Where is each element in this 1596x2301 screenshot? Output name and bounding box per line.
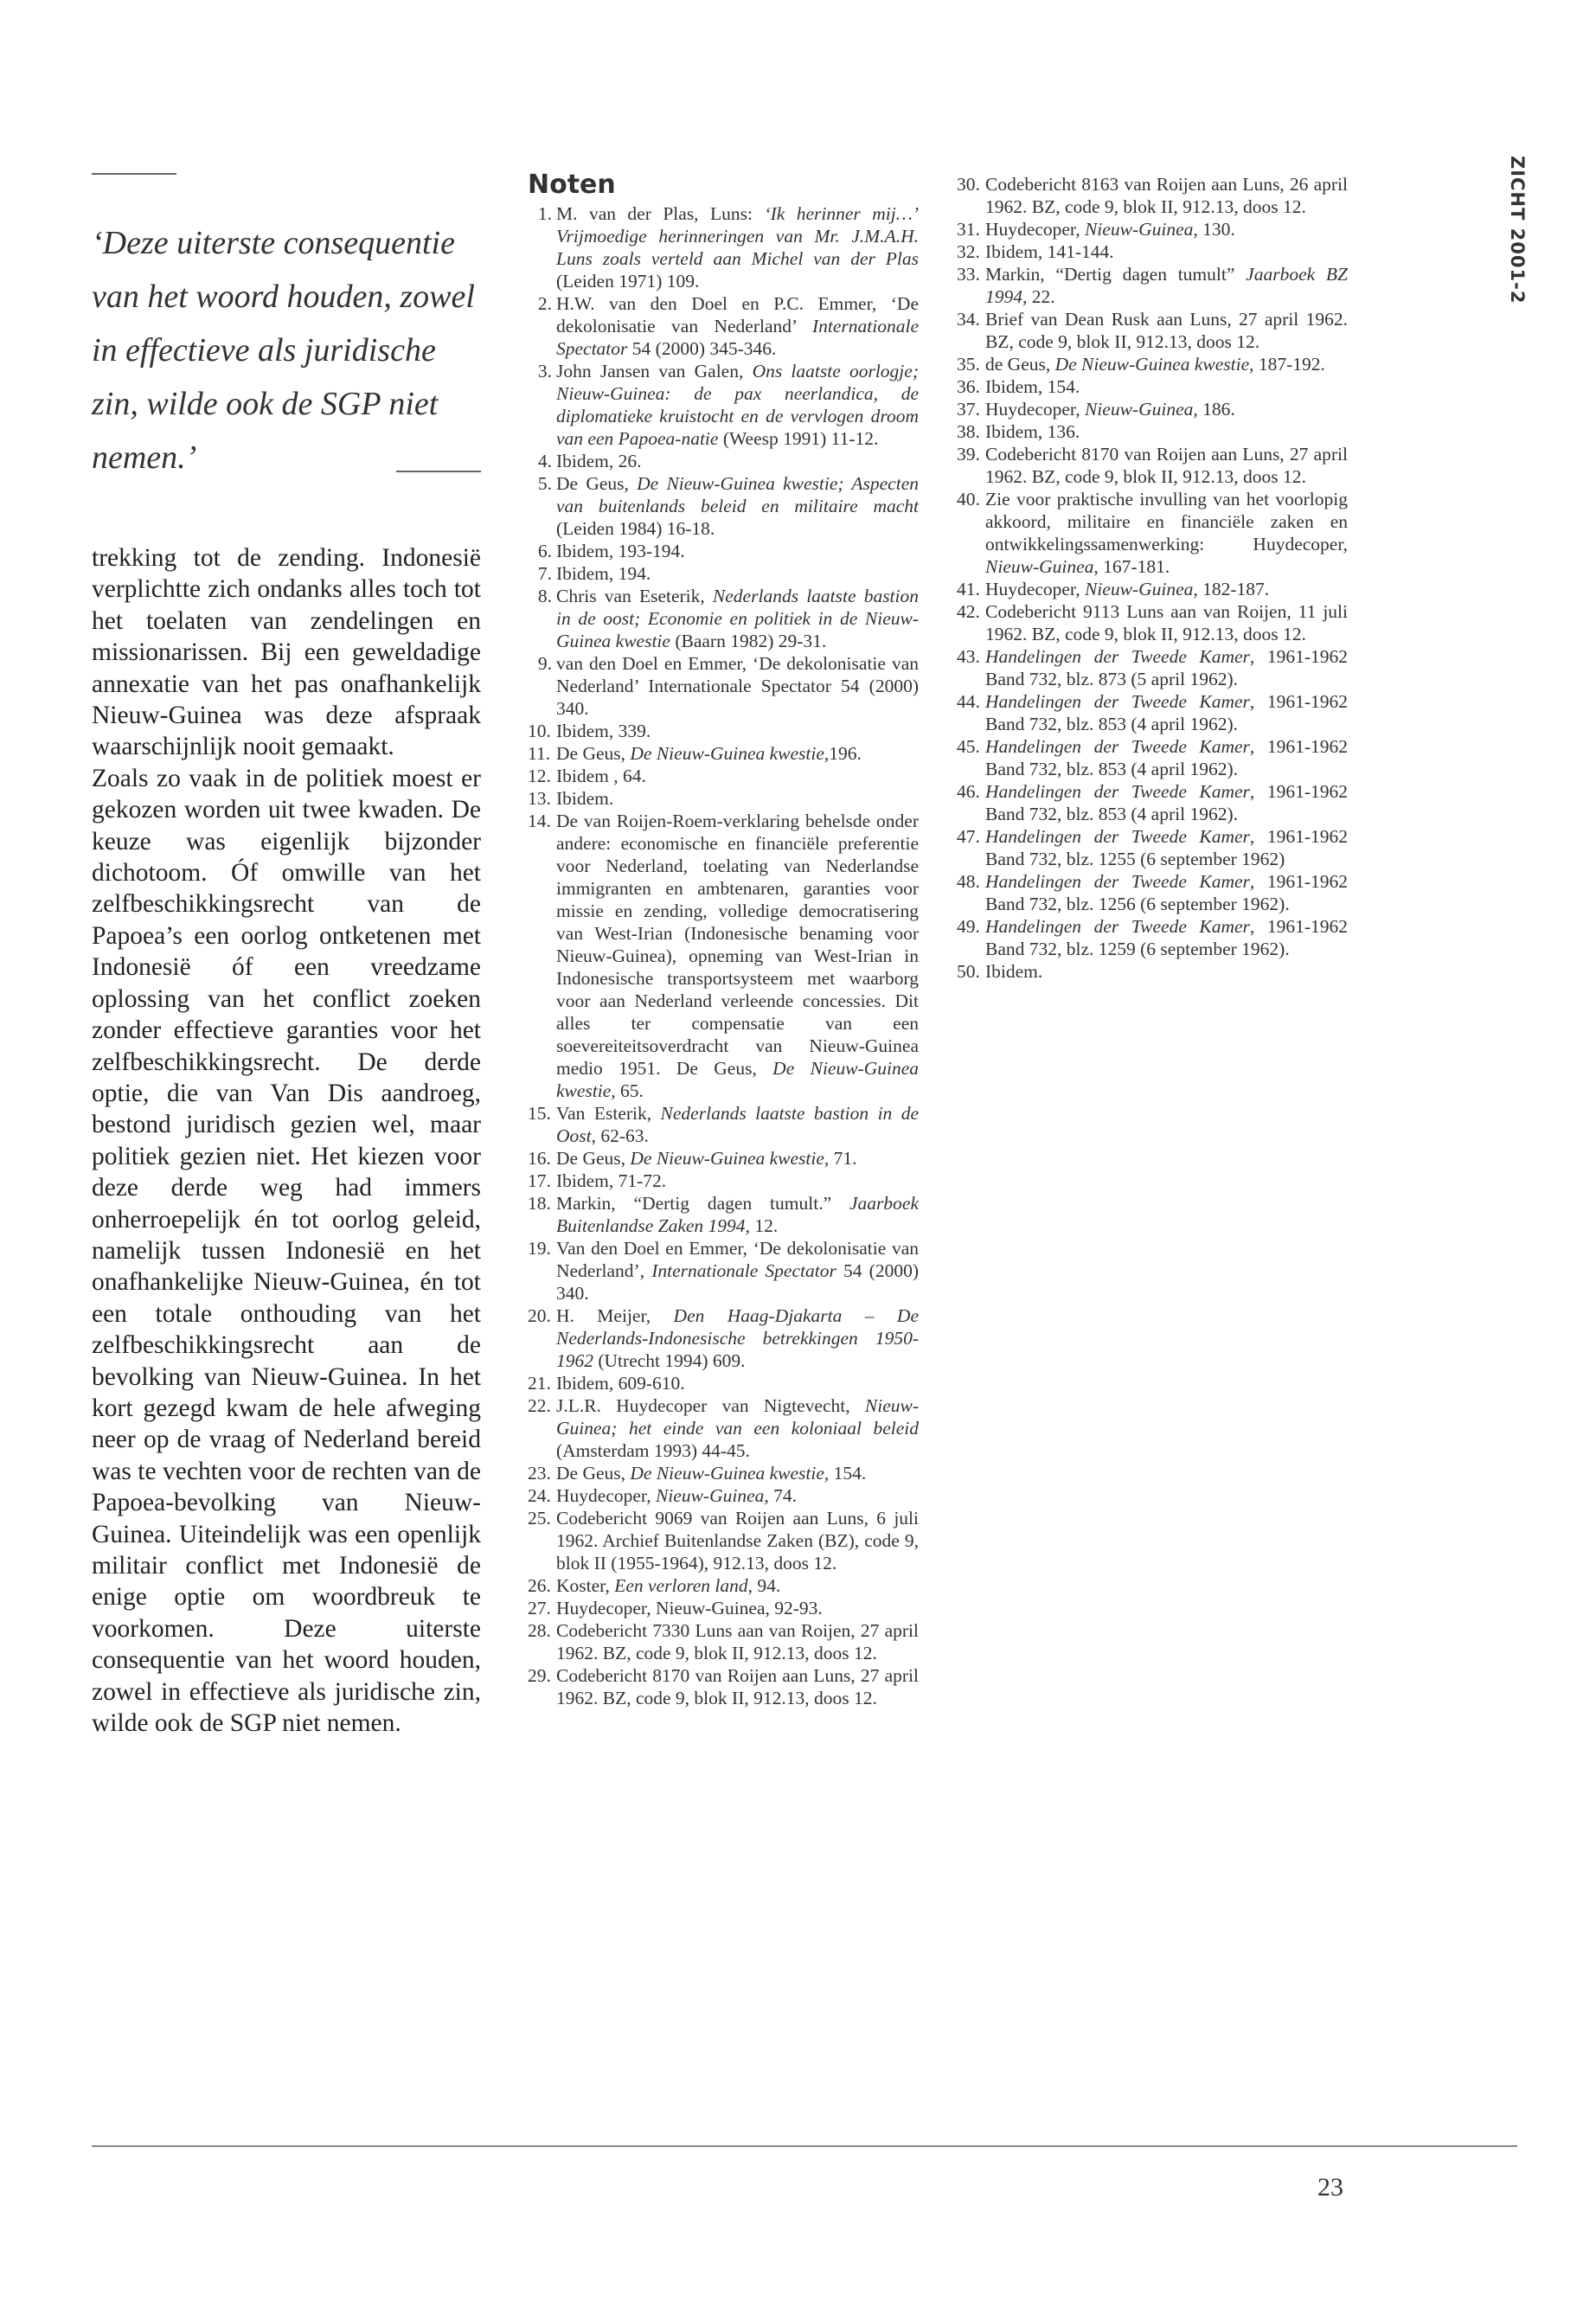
note-text: De Geus, (556, 473, 638, 494)
note-text: , 167-181. (1093, 556, 1170, 577)
note-number: 35. (957, 354, 980, 375)
note-item (528, 1304, 919, 1372)
note-number: 41. (957, 579, 980, 599)
note-item (528, 472, 919, 540)
note-item (528, 1192, 919, 1237)
note-text: Ibidem, 26. (556, 451, 642, 471)
note-text: Markin, “Dertig dagen tumult” (985, 264, 1247, 285)
note-text: De Geus, (556, 1148, 631, 1169)
note-item (957, 915, 1348, 960)
note-text: Huydecoper, (985, 399, 1085, 420)
note-item (957, 645, 1348, 690)
body-text-column (92, 542, 481, 1739)
note-title-italic: De Nieuw-Guinea kwestie (630, 743, 824, 764)
note-text: Brief van Dean Rusk aan Luns, 27 april 1962. BZ, code 9, blok II, 912.13, doos 12. (985, 309, 1348, 352)
note-title-italic: Internationale Spectator (556, 316, 919, 359)
note-item (957, 218, 1348, 240)
note-title-italic: Handelingen der Tweede Kamer (985, 781, 1250, 802)
note-text: , 1961-1962 Band 732, blz. 873 (5 april 1962). (985, 646, 1348, 689)
note-number: 18. (528, 1193, 551, 1214)
note-item (528, 450, 919, 472)
note-title-italic: Handelingen der Tweede Kamer (985, 871, 1250, 892)
note-number: 47. (957, 826, 980, 847)
note-number: 10. (528, 721, 551, 741)
note-number: 49. (957, 916, 980, 937)
note-item (957, 825, 1348, 870)
note-text: de Geus, (985, 354, 1055, 375)
note-item (957, 420, 1348, 443)
note-item (528, 585, 919, 652)
note-text: 54 (2000) 340. (556, 1260, 919, 1304)
note-text: , 1961-1962 Band 732, blz. 1259 (6 september 1962). (985, 916, 1348, 959)
note-text: , 130. (1193, 219, 1235, 240)
note-number: 19. (528, 1238, 551, 1259)
note-text: , 1961-1962 Band 732, blz. 1256 (6 september 1962). (985, 871, 1348, 914)
note-text: Ibidem, 339. (556, 721, 651, 741)
note-title-italic: Nieuw-Guinea; het einde van een koloniaal beleid (556, 1395, 919, 1439)
note-text: , 74. (764, 1485, 797, 1506)
notes-column-1 (528, 170, 919, 1709)
note-item (528, 292, 919, 360)
note-item (957, 600, 1348, 645)
note-title-italic: Den Haag-Djakarta – De Nederlands-Indonesische betrekkingen 1950-1962 (556, 1305, 919, 1371)
note-number: 9. (537, 653, 552, 674)
note-item (528, 1102, 919, 1147)
note-title-italic: De Nieuw-Guinea kwestie (1054, 354, 1250, 375)
note-text: Markin, “Dertig dagen tumult.” (556, 1193, 849, 1214)
note-text: Codebericht 9069 van Roijen aan Luns, 6 juli 1962. Archief Buitenlandse Zaken (BZ), code 9, blok II (1955-1964), 912.13, doos 12. (556, 1508, 919, 1574)
note-title-italic: Een verloren land (614, 1575, 748, 1596)
note-number: 27. (528, 1598, 551, 1618)
note-text: , 186. (1193, 399, 1235, 420)
note-text: Codebericht 8170 van Roijen aan Luns, 27 april 1962. BZ, code 9, blok II, 912.13, doos 12. (556, 1665, 919, 1708)
note-number: 11. (528, 743, 551, 764)
note-item (528, 1394, 919, 1462)
note-text: , 1961-1962 Band 732, blz. 853 (4 april 1962). (985, 691, 1348, 734)
note-text: (Amsterdam 1993) 44-45. (556, 1440, 750, 1461)
note-text: H. Meijer, (556, 1305, 674, 1326)
note-text: Ibidem, 193-194. (556, 541, 685, 561)
note-text: Codebericht 8163 van Roijen aan Luns, 26 april 1962. BZ, code 9, blok II, 912.13, doos 12. (985, 174, 1348, 217)
note-text: , 182-187. (1193, 579, 1270, 599)
note-text: van den Doel en Emmer, ‘De dekolonisatie van Nederland’ Internationale Spectator 54 (2000) 340. (556, 653, 919, 719)
note-text: , 62-63. (591, 1125, 649, 1146)
note-number: 16. (528, 1148, 551, 1169)
note-title-italic: Nieuw-Guinea (985, 556, 1094, 577)
note-item (528, 540, 919, 562)
note-item (957, 443, 1348, 488)
note-title-italic: De Nieuw-Guinea kwestie; Aspecten van buitenlands beleid en militaire macht (556, 473, 919, 516)
note-text: (Leiden 1984) 16-18. (556, 518, 715, 539)
note-item (957, 488, 1348, 578)
note-title-italic: Nieuw-Guinea (1084, 399, 1194, 420)
body-paragraph: Zoals zo vaak in de politiek moest er gekozen worden uit twee kwaden. De keuze was eigenlijk bijzonder dichotoom. Óf omwille van het zelfbeschikkingsrecht van de Papoea’s een oorlog ontketenen met Indonesië óf een vreedzame oplossing van het conflict zoeken zonder effectieve garanties voor het zelfbeschikkingsrecht. De derde optie, die van Van Dis aandroeg, bestond juridisch gezien wel, maar politiek gezien niet. Het kiezen voor deze derde weg had immers onherroepelijk én tot oorlog geleid, namelijk tussen Indonesië en het onafhankelijke Nieuw-Guinea, én tot een totale onthouding van het zelfbeschikkingsrecht aan de bevolking van Nieuw-Guinea. In het kort gezegd kwam de hele afweging neer op de vraag of Nederland bereid was te vechten voor de rechten van de Papoea-bevolking van Nieuw-Guinea. Uiteindelijk was een openlijk militair conflict met Indonesië de enige optie om woordbreuk te voorkomen. Deze uiterste consequentie van het woord houden, zowel in effectieve als juridische zin, wilde ook de SGP niet nemen. (92, 764, 481, 1738)
note-text: Ibidem, 194. (556, 563, 651, 584)
note-item (528, 1462, 919, 1484)
note-title-italic: Nederlands laatste bastion in de Oost (556, 1103, 919, 1146)
note-text: J.L.R. Huydecoper van Nigtevecht, (556, 1395, 865, 1416)
note-item (957, 870, 1348, 915)
note-text: Ibidem. (556, 788, 614, 809)
note-number: 45. (957, 736, 980, 757)
note-number: 26. (528, 1575, 551, 1596)
note-text: M. van der Plas, Luns: (556, 203, 765, 224)
note-text: , 12. (745, 1215, 779, 1236)
note-title-italic: Nieuw-Guinea (655, 1485, 765, 1506)
note-item (528, 1597, 919, 1619)
note-item (528, 360, 919, 450)
note-number: 40. (957, 489, 980, 510)
note-number: 43. (957, 646, 980, 667)
note-number: 38. (957, 421, 980, 442)
note-item (528, 1170, 919, 1192)
note-item (528, 1484, 919, 1507)
note-text: Ibidem, 136. (985, 421, 1080, 442)
note-item (528, 810, 919, 1102)
note-text: Ibidem, 71-72. (556, 1170, 667, 1191)
note-item (528, 1237, 919, 1304)
pull-quote: ‘Deze uiterste consequentie van het woord houden, zowel in effectieve als juridische zin, wilde ook de SGP niet nemen.’ (92, 225, 475, 476)
note-title-italic: Nederlands laatste bastion in de oost; Economie en politiek in de Nieuw-Guinea kwestie (556, 586, 920, 651)
running-head: ZICHT 2001-2 (1507, 156, 1528, 304)
note-text: Huydecoper, (556, 1485, 656, 1506)
note-title-italic: De Nieuw-Guinea kwestie (630, 1148, 824, 1169)
note-number: 46. (957, 781, 980, 802)
note-number: 24. (528, 1485, 551, 1506)
note-title-italic: Handelingen der Tweede Kamer (985, 826, 1250, 847)
note-number: 7. (537, 563, 552, 584)
note-item (957, 780, 1348, 825)
note-item (957, 960, 1348, 983)
note-text: Codebericht 9113 Luns aan van Roijen, 11 juli 1962. BZ, code 9, blok II, 912.13, doos 12. (985, 601, 1348, 644)
note-item (528, 652, 919, 720)
note-text: , 94. (747, 1575, 781, 1596)
note-number: 25. (528, 1508, 551, 1529)
note-item (528, 787, 919, 810)
note-item (957, 578, 1348, 600)
note-title-italic: Internationale Spectator (651, 1260, 836, 1281)
note-text: Chris van Eseterik, (556, 586, 713, 606)
note-number: 20. (528, 1305, 551, 1326)
note-text: John Jansen van Galen, (556, 361, 753, 381)
note-text: , 154. (824, 1463, 867, 1484)
footer-rule (92, 2145, 1517, 2147)
note-title-italic: Handelingen der Tweede Kamer (985, 916, 1250, 937)
note-item (528, 202, 919, 292)
note-item (528, 1147, 919, 1170)
note-title-italic: Handelingen der Tweede Kamer (985, 646, 1250, 667)
note-number: 14. (528, 811, 551, 831)
note-title-italic: Jaarboek Buitenlandse Zaken 1994 (556, 1193, 919, 1236)
note-text: , 1961-1962 Band 732, blz. 853 (4 april 1962). (985, 736, 1348, 779)
note-text: Zie voor praktische invulling van het voorlopig akkoord, militaire en financiële zaken en ontwikkelingssamenwerking: Huydecoper, (985, 489, 1348, 554)
note-text: , 65. (611, 1080, 644, 1101)
note-text: De Geus, (556, 743, 631, 764)
note-item (957, 173, 1348, 218)
note-number: 6. (537, 541, 552, 561)
note-number: 37. (957, 399, 980, 420)
notes-list (528, 202, 919, 1709)
note-number: 5. (537, 473, 552, 494)
note-number: 34. (957, 309, 980, 330)
note-number: 17. (528, 1170, 551, 1191)
note-text: Ibidem , 64. (556, 766, 646, 786)
note-number: 48. (957, 871, 980, 892)
note-text: Ibidem, 154. (985, 376, 1080, 397)
note-text: , 187-192. (1249, 354, 1325, 375)
note-text: De Geus, (556, 1463, 631, 1484)
note-item (957, 353, 1348, 375)
note-text: Ibidem, 609-610. (556, 1373, 685, 1394)
note-number: 21. (528, 1373, 551, 1394)
note-item (528, 1619, 919, 1664)
note-number: 32. (957, 241, 980, 262)
note-title-italic: ‘Ik herinner mij…’ Vrijmoedige herinneringen van Mr. J.M.A.H. Luns zoals verteld aan Michel van der Plas (556, 203, 919, 269)
note-number: 33. (957, 264, 980, 285)
note-text: ,196. (824, 743, 862, 764)
quote-bottom-rule (396, 471, 481, 472)
note-text: Koster, (556, 1575, 615, 1596)
note-number: 50. (957, 961, 980, 982)
notes-column-2 (957, 173, 1348, 983)
note-item (528, 1574, 919, 1597)
note-text: (Baarn 1982) 29-31. (670, 631, 827, 651)
note-number: 23. (528, 1463, 551, 1484)
note-number: 22. (528, 1395, 551, 1416)
note-item (957, 240, 1348, 263)
note-text: (Utrecht 1994) 609. (593, 1350, 746, 1371)
note-text: Huydecoper, (985, 579, 1085, 599)
note-number: 36. (957, 376, 980, 397)
note-text: Codebericht 8170 van Roijen aan Luns, 27 april 1962. BZ, code 9, blok II, 912.13, doos 12. (985, 444, 1348, 487)
note-item (528, 720, 919, 742)
note-number: 28. (528, 1620, 551, 1641)
note-text: Van Esterik, (556, 1103, 661, 1124)
quote-top-rule (92, 173, 176, 175)
note-title-italic: De Nieuw-Guinea kwestie (630, 1463, 824, 1484)
note-number: 15. (528, 1103, 551, 1124)
note-item (957, 735, 1348, 780)
note-item (957, 690, 1348, 735)
note-number: 13. (528, 788, 551, 809)
note-text: , 1961-1962 Band 732, blz. 853 (4 april 1962). (985, 781, 1348, 824)
note-text: 54 (2000) 345-346. (627, 338, 777, 359)
note-item (957, 398, 1348, 420)
note-text: Ibidem, 141-144. (985, 241, 1114, 262)
note-item (528, 562, 919, 585)
note-item (957, 263, 1348, 308)
note-item (528, 742, 919, 765)
note-number: 2. (537, 293, 552, 314)
note-text: Huydecoper, Nieuw-Guinea, 92-93. (556, 1598, 823, 1618)
note-item (528, 765, 919, 787)
note-item (528, 1507, 919, 1574)
note-text: H.W. van den Doel en P.C. Emmer, ‘De dekolonisatie van Nederland’ (556, 293, 919, 336)
note-number: 12. (528, 766, 551, 786)
note-text: , 22. (1022, 286, 1055, 307)
note-text: , 1961-1962 Band 732, blz. 1255 (6 september 1962) (985, 826, 1348, 869)
note-item (957, 308, 1348, 353)
note-text: Van den Doel en Emmer, ‘De dekolonisatie van Nederland’, (556, 1238, 919, 1281)
note-title-italic: Ons laatste oorlogje; Nieuw-Guinea: de pax neerlandica, de diplomatieke kruistocht en de vervlogen droom van een Papoea-natie (556, 361, 919, 449)
note-item (528, 1372, 919, 1394)
note-title-italic: De Nieuw-Guinea kwestie (556, 1058, 919, 1101)
note-item (957, 375, 1348, 398)
note-text: Huydecoper, (985, 219, 1085, 240)
note-number: 39. (957, 444, 980, 465)
note-title-italic: Handelingen der Tweede Kamer (985, 736, 1250, 757)
note-number: 31. (957, 219, 980, 240)
body-paragraph: trekking tot de zending. Indonesië verplichtte zich ondanks alles toch tot het toelaten van zendelingen en missionarissen. Bij een geweldadige annexatie van het pas onafhankelijk Nieuw-Guinea was deze afspraak waarschijnlijk nooit gemaakt. (92, 544, 481, 761)
notes-list (957, 173, 1348, 983)
note-number: 4. (537, 451, 552, 471)
note-number: 1. (537, 203, 552, 224)
notes-heading: Noten (528, 170, 616, 200)
note-number: 42. (957, 601, 980, 622)
note-number: 29. (528, 1665, 551, 1686)
note-number: 44. (957, 691, 980, 712)
note-text: De van Roijen-Roem-verklaring behelsde onder andere: economische en financiële preferentie voor Nederland, toelating van Nederlandse immigranten en ambtenaren, garanties voor missie en zending, volledige democratisering van West-Irian (Indonesische benaming voor Nieuw-Guinea), opneming van West-Irian in Indonesische transportsysteem met waarborg voor aan Nederland verleende concessies. Dit alles ter compensatie van een soevereiteitsoverdracht van Nieuw-Guinea medio 1951. De Geus, (556, 811, 919, 1079)
note-number: 8. (537, 586, 552, 606)
note-title-italic: Nieuw-Guinea (1084, 579, 1194, 599)
note-text: Codebericht 7330 Luns aan van Roijen, 27 april 1962. BZ, code 9, blok II, 912.13, doos 12. (556, 1620, 919, 1663)
note-text: Ibidem. (985, 961, 1043, 982)
note-text: (Leiden 1971) 109. (556, 271, 700, 292)
note-number: 30. (957, 174, 980, 195)
note-text: , 71. (824, 1148, 857, 1169)
note-title-italic: Handelingen der Tweede Kamer (985, 691, 1250, 712)
note-number: 3. (537, 361, 552, 381)
note-text: (Weesp 1991) 11-12. (718, 428, 879, 449)
page-number: 23 (1317, 2173, 1343, 2202)
note-title-italic: Jaarboek BZ 1994 (985, 264, 1348, 307)
note-title-italic: Nieuw-Guinea (1084, 219, 1194, 240)
note-item (528, 1664, 919, 1709)
